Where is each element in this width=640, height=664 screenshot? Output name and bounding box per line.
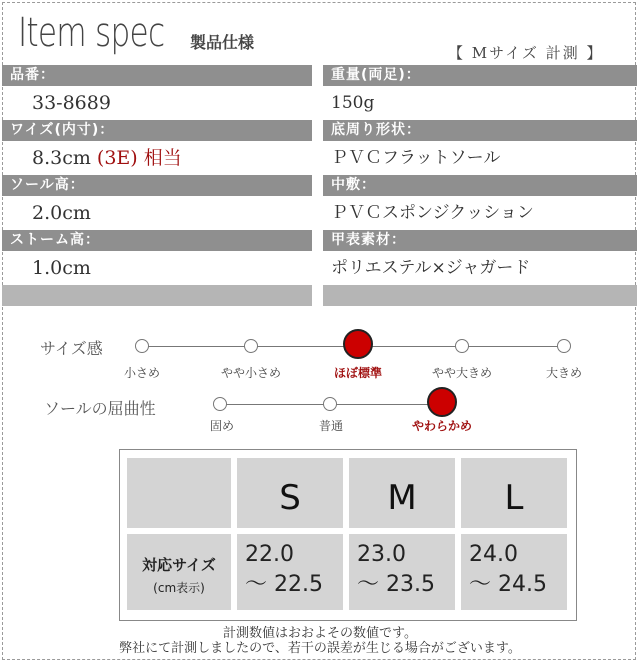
spec-label: ストーム高：	[2, 230, 312, 251]
size-range-to: ～ 24.5	[469, 572, 547, 597]
fit-option-label: 小さめ	[123, 366, 161, 380]
row-label: 対応サイズ	[142, 556, 216, 574]
spec-value: ＰＶＣスポンジクッション	[331, 203, 534, 223]
spec-value: 2.0cm	[32, 202, 91, 224]
width-equivalent: (3E) 相当	[96, 147, 182, 169]
flex-scale-label: ソールの屈曲性	[44, 399, 156, 418]
fit-option-label: やや小さめ	[220, 366, 282, 380]
spec-label: 中敷：	[323, 175, 637, 196]
spec-label: 甲表素材：	[323, 230, 637, 251]
fit-option-dot	[455, 339, 469, 353]
spec-label: 底周り形状：	[323, 120, 637, 141]
spec-label: 重量(両足)：	[323, 65, 637, 86]
spec-label: 品番：	[2, 65, 312, 86]
spec-column-left	[2, 65, 312, 306]
flex-option-label-selected: やわらかめ	[411, 419, 473, 433]
fit-option-dot-selected	[343, 329, 373, 359]
measure-note: 【 Mサイズ 計測 】	[448, 44, 604, 62]
flex-option-dot-selected	[427, 387, 457, 417]
size-range-from: 23.0	[357, 542, 406, 567]
spec-value	[2, 141, 312, 175]
page-subtitle: 製品仕様	[190, 33, 255, 52]
size-range-to: ～ 22.5	[245, 572, 323, 597]
size-range-from: 24.0	[469, 542, 518, 567]
flex-option-label: 固め	[209, 419, 235, 433]
flex-option-label: 普通	[318, 419, 344, 433]
footnote-line: 計測数値はおおよその数値です。	[223, 626, 417, 641]
fit-option-dot	[135, 339, 149, 353]
row-sublabel: (cm表示)	[153, 581, 205, 595]
spec-value: ＰＶＣフラットソール	[331, 148, 501, 168]
size-range-cell	[461, 534, 567, 610]
spec-value: ポリエステル×ジャガード	[331, 258, 531, 278]
size-header: S	[237, 458, 343, 528]
spec-label: ソール高：	[2, 175, 312, 196]
fit-scale-label: サイズ感	[40, 339, 103, 358]
width-value: 8.3cm	[32, 147, 91, 169]
spec-value: 1.0cm	[32, 257, 91, 279]
size-table	[119, 449, 577, 621]
footnote-line: 弊社にて計測しましたので、若干の誤差が生じる場合がございます。	[119, 641, 521, 656]
spec-value: 33-8689	[32, 92, 111, 114]
size-range-cell	[237, 534, 343, 610]
size-header: M	[349, 458, 455, 528]
divider-bar	[323, 285, 637, 306]
fit-option-dot	[557, 339, 571, 353]
divider-bar	[2, 285, 312, 306]
row-label-cell	[127, 534, 231, 610]
spec-value: 150g	[331, 93, 375, 113]
fit-option-label: 大きめ	[545, 366, 583, 380]
table-corner-cell	[127, 458, 231, 528]
size-header: L	[461, 458, 567, 528]
page-title: Item spec	[18, 10, 165, 56]
size-range-from: 22.0	[245, 542, 294, 567]
fit-option-label-selected: ほぼ標準	[333, 366, 383, 380]
fit-option-label: やや大きめ	[431, 366, 493, 380]
spec-column-right	[323, 65, 637, 306]
size-range-to: ～ 23.5	[357, 572, 435, 597]
flex-option-dot	[213, 397, 227, 411]
flex-option-dot	[323, 397, 337, 411]
fit-option-dot	[244, 339, 258, 353]
size-range-cell	[349, 534, 455, 610]
spec-label: ワイズ(内寸)：	[2, 120, 312, 141]
